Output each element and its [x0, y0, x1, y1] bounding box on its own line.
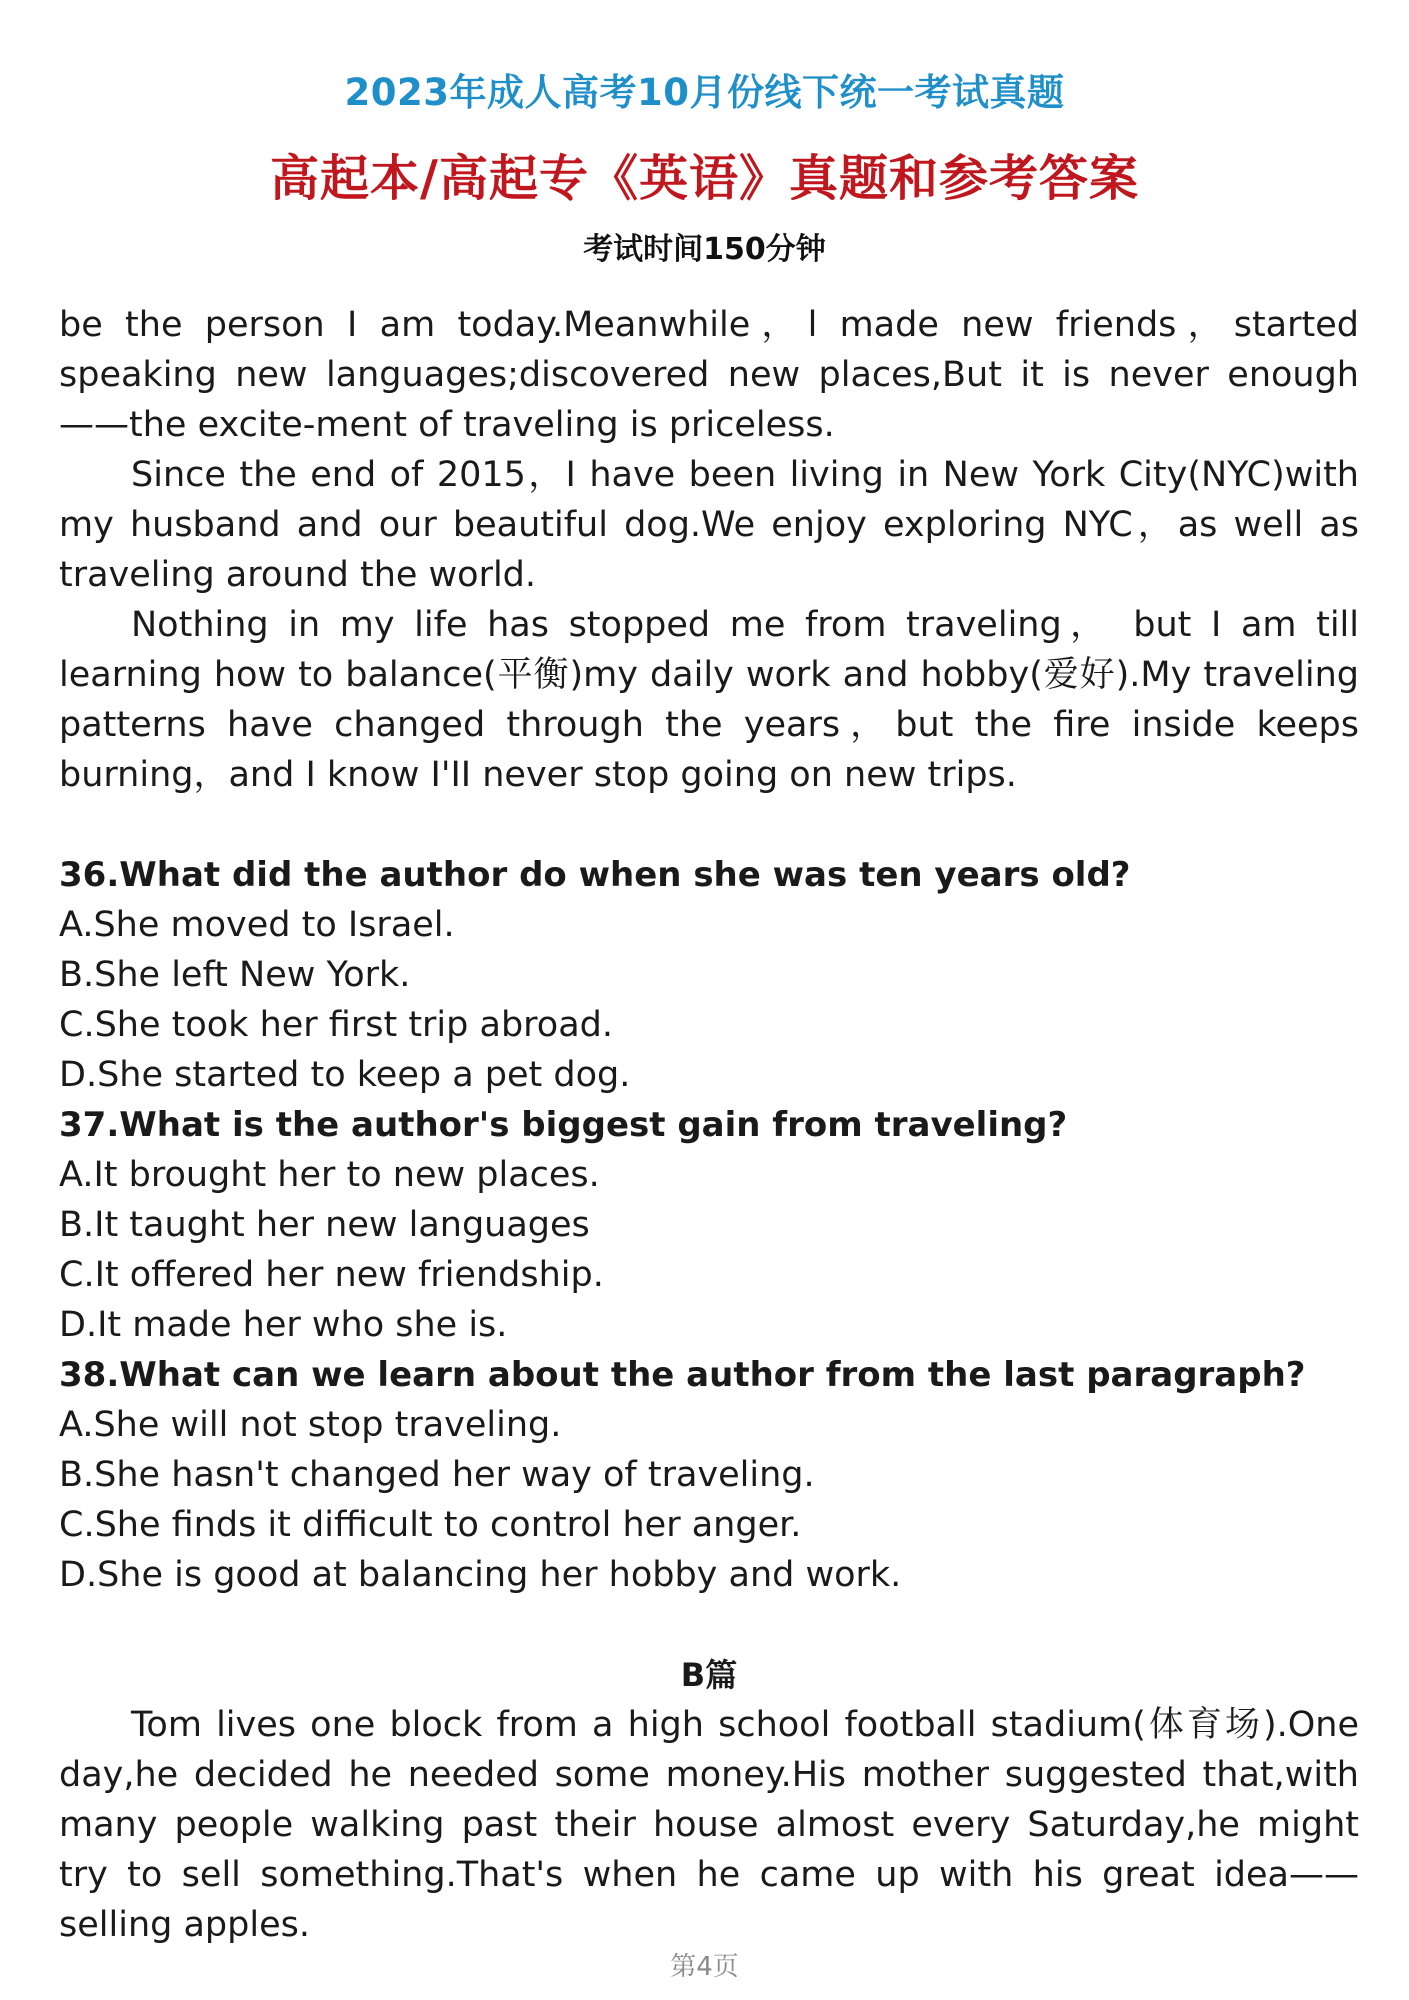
answer-option: D.She started to keep a pet dog. [59, 1055, 631, 1095]
answer-option: D.She is good at balancing her hobby and work. [59, 1555, 902, 1595]
answer-option: B.She hasn't changed her way of traveling. [59, 1455, 815, 1495]
passage-b-paragraph: Tom lives one block from a high school football stadium(体育场).One day,he decided he needed some money.His mother suggested that,with many people walking past their house almost every Saturday,he might try to sell something.That's when he came up with his great idea——selling apples. [59, 1705, 1359, 1945]
answer-option: A.It brought her to new places. [59, 1155, 600, 1195]
exam-title: 2023年成人高考10月份线下统一考试真题 [344, 71, 1065, 114]
spacer [59, 800, 1359, 850]
spacer [59, 1600, 1359, 1650]
answer-option: C.She took her first trip abroad. [59, 1005, 613, 1045]
passage-a-paragraph: Since the end of 2015，I have been living in New York City(NYC)with my husband and our beautiful dog.We enjoy exploring NYC，as well as traveling around the world. [59, 455, 1359, 595]
section-title: B篇 [680, 1656, 738, 1694]
answer-option: C.It offered her new friendship. [59, 1255, 604, 1295]
answer-option: C.She finds it difficult to control her anger. [59, 1505, 802, 1545]
paper-title: 高起本/高起专《英语》真题和参考答案 [270, 150, 1139, 207]
question-block [59, 1350, 1359, 1600]
question-stem: 38.What can we learn about the author from the last paragraph? [59, 1355, 1306, 1395]
answer-option: B.It taught her new languages [59, 1205, 590, 1245]
answer-option: B.She left New York. [59, 955, 411, 995]
exam-duration: 考试时间150分钟 [583, 232, 826, 267]
page-content [59, 300, 1359, 1950]
question-stem: 37.What is the author's biggest gain from traveling? [59, 1105, 1068, 1145]
page-number: 第4页 [670, 1952, 739, 1982]
answer-option: D.It made her who she is. [59, 1305, 508, 1345]
answer-option: A.She moved to Israel. [59, 905, 455, 945]
question-stem: 36.What did the author do when she was ten years old? [59, 855, 1131, 895]
question-block [59, 1100, 1359, 1350]
passage-a-paragraph: be the person I am today.Meanwhile，l made new friends，started speaking new languages;discovered new places,But it is never enough——the excite-ment of traveling is priceless. [59, 305, 1359, 445]
passage-a-paragraph: Nothing in my life has stopped me from traveling， but I am till learning how to balance(平衡)my daily work and hobby(爱好).My traveling patterns have changed through the years，but the fire inside keeps burning，and I know I'II never stop going on new trips. [59, 605, 1359, 795]
question-block [59, 850, 1359, 1100]
answer-option: A.She will not stop traveling. [59, 1405, 562, 1445]
